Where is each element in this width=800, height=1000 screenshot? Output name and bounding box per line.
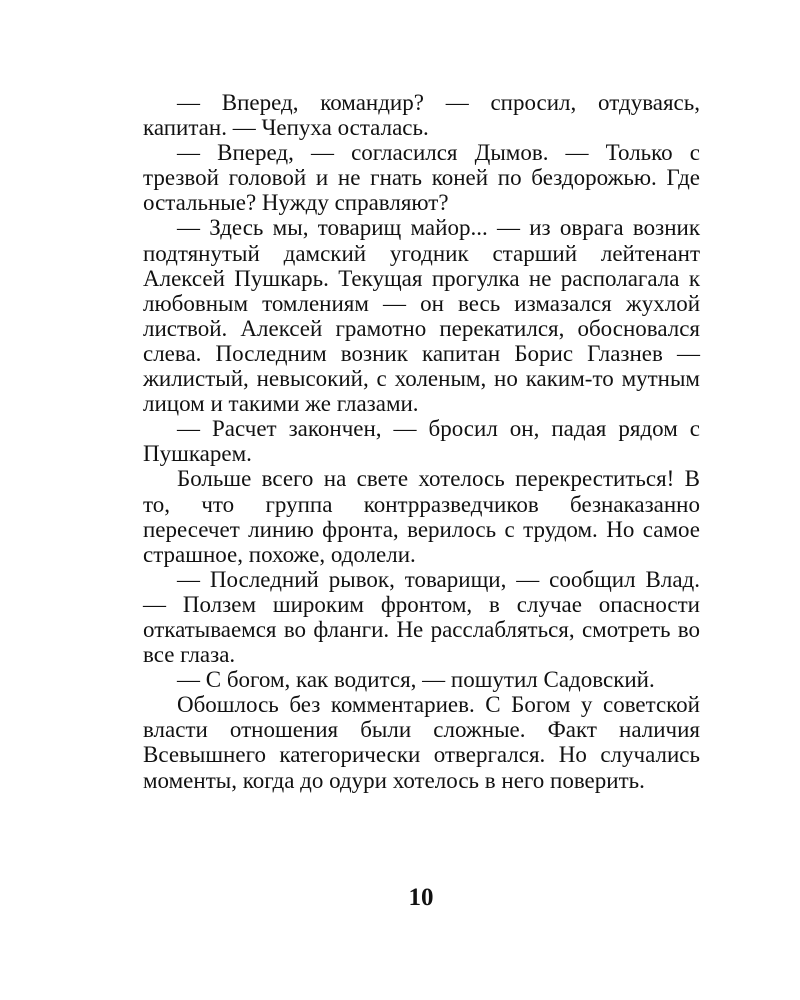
narrative-paragraph: Обошлось без комментариев. С Богом у советской власти отношения были сложные. Факт наличия Всевышнего категорически отвергался. Но случались моменты, когда до одури хотелось в него поверить. — [143, 692, 700, 793]
dialogue-paragraph: — Вперед, — согласился Дымов. — Только с трезвой головой и не гнать коней по бездорожью. Где остальные? Нужду справляют? — [143, 140, 700, 216]
dialogue-paragraph: — С богом, как водится, — пошутил Садовский. — [177, 667, 655, 693]
dialogue-paragraph: — Расчет закончен, — бросил он, падая рядом с Пушкарем. — [143, 416, 700, 467]
narrative-paragraph: Больше всего на свете хотелось перекреститься! В то, что группа контрразведчиков безнаказанно пересечет линию фронта, верилось с трудом. Но самое страшное, похоже, одолели. — [143, 466, 700, 567]
dialogue-paragraph: — Последний рывок, товарищи, — сообщил Влад. — Ползем широким фронтом, в случае опасности откатываемся во фланги. Не расслабляться, смотреть во все глаза. — [143, 566, 700, 668]
narrative-paragraph: — Здесь мы, товарищ майор... — из оврага возник подтянутый дамский угодник старший лейтенант Алексей Пушкарь. Текущая прогулка не располагала к любовным томлениям — он весь измазался жухлой листвой. Алексей грамотно перекатился, обосновался слева. Последним возник капитан Борис Глазнев — жилистый, невысокий, с холеным, но каким-то мутным лицом и такими же глазами. — [143, 215, 700, 417]
page-number: 10 — [408, 884, 434, 911]
page-body — [143, 90, 700, 793]
dialogue-paragraph: — Вперед, командир? — спросил, отдуваясь, капитан. — Чепуха осталась. — [143, 90, 700, 141]
